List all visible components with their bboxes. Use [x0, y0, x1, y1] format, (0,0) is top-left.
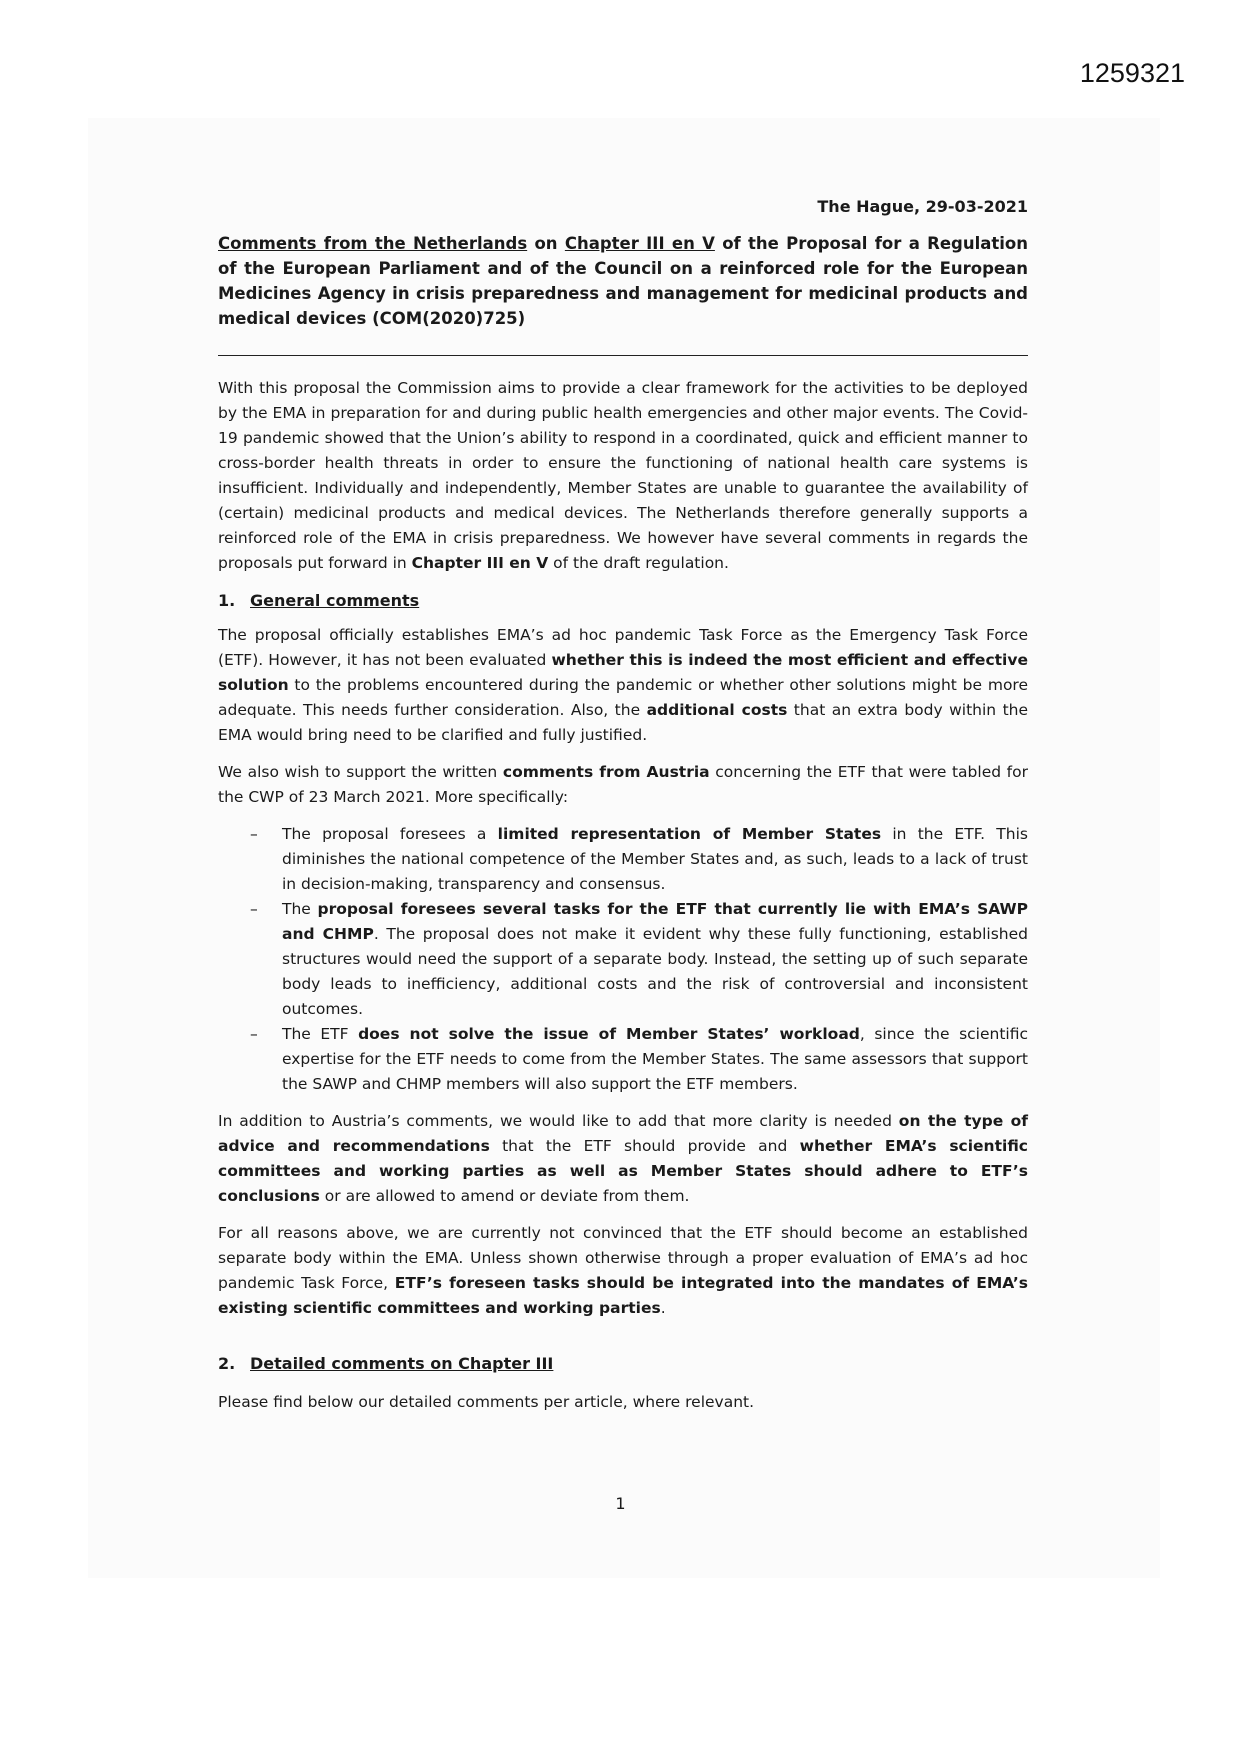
- section-1-paragraph-3: [218, 1109, 1028, 1209]
- bullet-1-text-1: The proposal foresees a: [282, 825, 498, 843]
- list-item: [282, 897, 1028, 1022]
- bullet-2-text-1: The: [282, 900, 318, 918]
- bullet-3-text-1: The ETF: [282, 1025, 359, 1043]
- s1p4-text-2: .: [660, 1299, 666, 1317]
- s1p3-text-2: that the ETF should provide and: [489, 1137, 800, 1155]
- intro-text-1: With this proposal the Commission aims to provide a clear framework for the activities to be deployed by the EMA in preparation for and during public health emergencies and other major events. The Covid-19 pandemic showed that the Union’s ability to respond in a coordinated, quick and efficient manner to cross-border health threats in order to ensure the functioning of national health care systems is insufficient. Individually and independently, Member States are unable to guarantee the availability of (certain) medicinal products and medical devices. The Netherlands therefore generally supports a reinforced role of the EMA in crisis preparedness. We however have several comments in regards the proposals put forward in: [218, 379, 1028, 572]
- s1p1-bold-2: additional costs: [646, 701, 788, 719]
- bullet-1-text-2: in the ETF. This diminishes the national competence of the Member States and, as such, leads to a lack of trust in decision-making, transparency and consensus.: [282, 825, 1028, 893]
- s1p2-bold-1: comments from Austria: [502, 763, 710, 781]
- s1p2-text-1: We also wish to support the written: [218, 763, 503, 781]
- s1p3-text-3: or are allowed to amend or deviate from them.: [319, 1187, 690, 1205]
- bullet-2-bold: proposal foresees several tasks for the ETF that currently lie with EMA’s SAWP and CHMP: [282, 900, 1028, 943]
- title-divider: [218, 355, 1028, 356]
- section-2-number: 2.: [218, 1354, 236, 1373]
- section-1-paragraph-4: [218, 1221, 1028, 1321]
- section-1-number: 1.: [218, 591, 236, 610]
- austria-comments-list: [218, 822, 1028, 1097]
- s1p3-text-1: In addition to Austria’s comments, we would like to add that more clarity is needed: [218, 1112, 899, 1130]
- section-1-paragraph-1: [218, 623, 1028, 748]
- s1p4-bold-1: ETF’s foreseen tasks should be integrated into the mandates of EMA’s existing scientific committees and working parties: [218, 1274, 1028, 1317]
- title-part-netherlands: Comments from the Netherlands: [218, 234, 528, 253]
- section-1-title: General comments: [250, 591, 420, 610]
- s1p1-text-2: to the problems encountered during the pandemic or whether other solutions might be more adequate. This needs further consideration. Also, the: [218, 676, 1028, 719]
- section-1-paragraph-2: [218, 760, 1028, 810]
- title-part-on: on: [527, 234, 565, 253]
- title-part-chapter: Chapter III en V: [564, 234, 715, 253]
- s1p1-text-3: that an extra body within the EMA would bring need to be clarified and fully justified.: [218, 701, 1029, 744]
- document-id: 1259321: [1079, 58, 1185, 88]
- s1p3-bold-1: on the type of advice and recommendations: [218, 1112, 1029, 1155]
- list-item: [282, 1022, 1028, 1097]
- section-2-paragraph-1: Please find below our detailed comments per article, where relevant.: [218, 1393, 755, 1411]
- s1p2-text-2: concerning the ETF that were tabled for the CWP of 23 March 2021. More specifically:: [218, 763, 1028, 806]
- document-date: The Hague, 29-03-2021: [817, 197, 1028, 216]
- bullet-3-bold: does not solve the issue of Member States’ workload: [358, 1025, 860, 1043]
- intro-bold-1: Chapter III en V: [411, 554, 549, 572]
- bullet-2-text-2: . The proposal does not make it evident why these fully functioning, established structures would need the support of a separate body. Instead, the setting up of such separate body leads to inefficiency, additional costs and the risk of controversial and inconsistent outcomes.: [282, 925, 1028, 1018]
- document-body: [218, 194, 1028, 1427]
- list-item: [282, 822, 1028, 897]
- bullet-3-text-2: , since the scientific expertise for the ETF needs to come from the Member States. The same assessors that support the SAWP and CHMP members will also support the ETF members.: [282, 1025, 1029, 1093]
- page-number: 1: [615, 1494, 626, 1513]
- section-2-title: Detailed comments on Chapter III: [250, 1354, 554, 1373]
- intro-text-2: of the draft regulation.: [548, 554, 729, 572]
- s1p3-bold-2: whether EMA’s scientific committees and working parties as well as Member States should adhere to ETF’s conclusions: [218, 1137, 1028, 1205]
- section-1-heading: [218, 588, 1028, 613]
- bullet-1-bold: limited representation of Member States: [497, 825, 882, 843]
- section-2-heading: [218, 1351, 1028, 1376]
- title-part-proposal: of the Proposal for a Regulation of the European Parliament and of the Council on a reinforced role for the European Medicines Agency in crisis preparedness and management for medicinal products and medical devices (COM(2020)725): [218, 234, 1029, 328]
- s1p1-bold-1: whether this is indeed the most efficient and effective solution: [218, 651, 1028, 694]
- intro-paragraph: [218, 376, 1028, 576]
- s1p4-text-1: For all reasons above, we are currently not convinced that the ETF should become an established separate body within the EMA. Unless shown otherwise through a proper evaluation of EMA’s ad hoc pandemic Task Force,: [218, 1224, 1028, 1292]
- s1p1-text-1: The proposal officially establishes EMA’s ad hoc pandemic Task Force as the Emergency Task Force (ETF). However, it has not been evaluated: [218, 626, 1028, 669]
- document-title: [218, 231, 1028, 331]
